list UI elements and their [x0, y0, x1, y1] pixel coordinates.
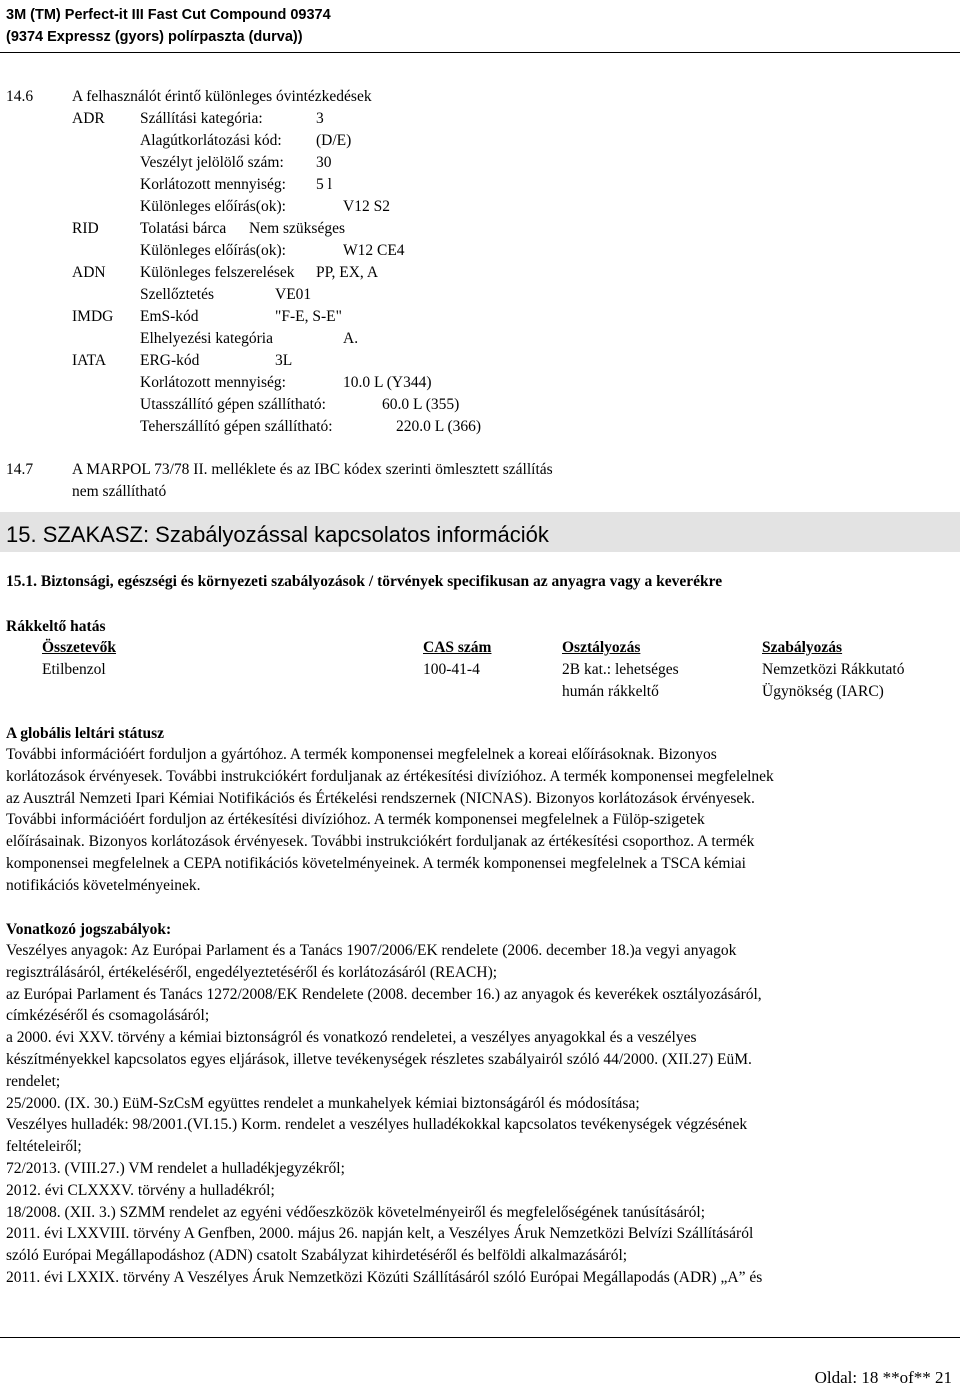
transport-code-adr: ADR — [72, 110, 105, 127]
table-header-cas: CAS szám — [423, 639, 492, 656]
section-14-7-value: nem szállítható — [72, 483, 167, 500]
section-14-7-text: A MARPOL 73/78 II. melléklete és az IBC kódex szerinti ömlesztett szállítás — [72, 461, 553, 478]
transport-label: Veszélyt jelölölő szám: — [140, 154, 284, 171]
inventory-line: az Ausztrál Nemzeti Ipari Kémiai Notifikációs és Értékelési rendszernek (NICNAS). Bizonyos korlátozások érvényesek. — [6, 789, 755, 807]
header-rule — [0, 52, 960, 53]
inventory-line: előírásainak. Bizonyos korlátozások érvényesek. További instrukciókért forduljanak az értékesítési csoporthoz. A termék — [6, 833, 755, 851]
transport-value: (D/E) — [316, 132, 352, 149]
legal-line: címkézéséről és csomagolásáról; — [6, 1007, 210, 1025]
section-15-title: 15. SZAKASZ: Szabályozással kapcsolatos információk — [6, 522, 549, 547]
legal-line: az Európai Parlament és Tanács 1272/2008/EK Rendelete (2008. december 16.) az anyagok és keverékek osztályozásáról, — [6, 985, 762, 1003]
legal-line: 2011. évi LXXIX. törvény A Veszélyes Áruk Nemzetközi Közúti Szállításáról szóló Európai Megállapodás (ADR) „A” és — [6, 1268, 763, 1286]
transport-value: 10.0 L (Y344) — [343, 374, 432, 391]
section-14-6-title: A felhasználót érintő különleges óvintézkedések — [72, 88, 372, 105]
legal-line: 2012. évi CLXXXV. törvény a hulladékról; — [6, 1181, 275, 1199]
transport-value: 60.0 L (355) — [382, 396, 460, 413]
transport-value: VE01 — [275, 286, 312, 303]
table-header-regulation: Szabályozás — [762, 639, 843, 656]
transport-value: 5 l — [316, 176, 332, 193]
transport-value: 3L — [275, 352, 293, 369]
table-cell-classification: 2B kat.: lehetséges — [562, 661, 679, 678]
transport-code-iata: IATA — [72, 352, 107, 369]
inventory-paragraph — [6, 744, 950, 897]
inventory-line: komponensei megfelelnek a CEPA notifikációs követelményeinek. A termék komponensei megfelelnek a TSCA kémiai — [6, 854, 746, 872]
transport-label: Szállítási kategória: — [140, 110, 263, 127]
legal-line: Veszélyes hulladék: 98/2001.(VI.15.) Korm. rendelet a veszélyes hulladékokkal kapcsolatos tevékenységek végzésének — [6, 1116, 748, 1134]
transport-label: Különleges előírás(ok): — [140, 198, 286, 215]
transport-label: ERG-kód — [140, 352, 200, 369]
inventory-line: korlátozások érvényesek. További instrukciókért forduljanak az értékesítési divízióhoz. A termék komponensei megfelelnek — [6, 767, 774, 785]
table-cell-component: Etilbenzol — [42, 661, 106, 678]
transport-label: Különleges felszerelések — [140, 264, 295, 281]
transport-label: Elhelyezési kategória — [140, 330, 273, 347]
inventory-line: További információért forduljon a gyártóhoz. A termék komponensei megfelelnek a koreai előírásoknak. Bizonyos — [6, 746, 717, 763]
transport-value: Nem szükséges — [249, 220, 345, 237]
doc-title-line1: 3M (TM) Perfect-it III Fast Cut Compound 09374 — [6, 7, 331, 23]
table-cell-regulation-cont: Ügynökség (IARC) — [762, 683, 884, 700]
legal-line: készítményekkel kapcsolatos egyes eljárások, illetve tevékenységek részletes szabályairól szóló 44/2000. (XII.27) EüM. — [6, 1050, 752, 1068]
transport-label: Tolatási bárca — [140, 220, 227, 237]
table-cell-cas: 100-41-4 — [423, 661, 480, 678]
transport-code-rid: RID — [72, 220, 99, 237]
transport-value: PP, EX, A — [316, 264, 379, 281]
doc-title-line2: (9374 Expressz (gyors) polírpaszta (durva)) — [6, 29, 303, 45]
legal-line: 72/2013. (VIII.27.) VM rendelet a hulladékjegyzékről; — [6, 1159, 345, 1177]
inventory-line: További információért forduljon az értékesítési divízióhoz. A termék komponensei megfelelnek a Fülöp-szigetek — [6, 811, 705, 829]
transport-label: EmS-kód — [140, 308, 199, 325]
transport-label: Teherszállító gépen szállítható: — [140, 418, 333, 435]
legal-line: feltételeiről; — [6, 1138, 82, 1156]
transport-value: "F-E, S-E" — [275, 308, 342, 325]
inventory-heading: A globális leltári státusz — [6, 725, 165, 742]
transport-value: A. — [343, 330, 359, 347]
page-number: Oldal: 18 **of** 21 — [814, 1368, 952, 1387]
transport-value: V12 S2 — [343, 198, 390, 215]
transport-label: Különleges előírás(ok): — [140, 242, 286, 259]
table-cell-regulation: Nemzetközi Rákkutató — [762, 661, 905, 678]
table-cell-classification-cont: humán rákkeltő — [562, 683, 659, 700]
legal-heading: Vonatkozó jogszabályok: — [6, 921, 172, 938]
legal-line: szóló Európai Megállapodáshoz (ADN) csatolt Szabályzat kihirdetéséről és belföldi alkalmazásáról; — [6, 1247, 628, 1265]
section-15-1-heading: 15.1. Biztonsági, egészségi és környezeti szabályozások / törvények specifikusan az anyagra vagy a keverékre — [6, 573, 723, 590]
table-header-classification: Osztályozás — [562, 639, 641, 656]
footer-rule — [0, 1337, 960, 1338]
legal-paragraph — [6, 940, 950, 1289]
legal-line: 25/2000. (IX. 30.) EüM-SzCsM együttes rendelet a munkahelyek kémiai biztonságáról és módosítása; — [6, 1094, 640, 1112]
table-header-component: Összetevők — [42, 639, 117, 656]
legal-line: regisztrálásáról, értékeléséről, engedélyeztetéséről és korlátozásáról (REACH); — [6, 963, 498, 981]
transport-label: Alagútkorlátozási kód: — [140, 132, 282, 149]
transport-value: 30 — [316, 154, 332, 171]
transport-value: W12 CE4 — [343, 242, 405, 259]
carcinogenicity-heading: Rákkeltő hatás — [6, 618, 106, 635]
transport-label: Utasszállító gépen szállítható: — [140, 396, 326, 413]
section-14-6-number: 14.6 — [6, 88, 34, 105]
section-14-7-number: 14.7 — [6, 461, 34, 478]
legal-line: a 2000. évi XXV. törvény a kémiai biztonságról és vonatkozó rendeletei, a veszélyes anyagokkal és a veszélyes — [6, 1029, 697, 1047]
legal-line: rendelet; — [6, 1072, 61, 1090]
transport-code-adn: ADN — [72, 264, 106, 281]
transport-label: Korlátozott mennyiség: — [140, 176, 286, 193]
legal-line: 2011. évi LXXVIII. törvény A Genfben, 2000. május 26. napján kelt, a Veszélyes Áruk Nemzetközi Belvízi Szállításáról — [6, 1225, 754, 1243]
transport-code-imdg: IMDG — [72, 308, 114, 325]
legal-line: Veszélyes anyagok: Az Európai Parlament és a Tanács 1907/2006/EK rendelete (2006. december 18.)a vegyi anyagok — [6, 942, 737, 959]
transport-value: 3 — [316, 110, 324, 127]
legal-line: 18/2008. (XII. 3.) SZMM rendelet az egyéni védőeszközök követelményeiről és megfelelőségének tanúsításáról; — [6, 1203, 705, 1221]
transport-label: Korlátozott mennyiség: — [140, 374, 286, 391]
inventory-line: notifikációs követelményeinek. — [6, 876, 201, 894]
transport-label: Szellőztetés — [140, 286, 215, 303]
transport-value: 220.0 L (366) — [396, 418, 482, 435]
